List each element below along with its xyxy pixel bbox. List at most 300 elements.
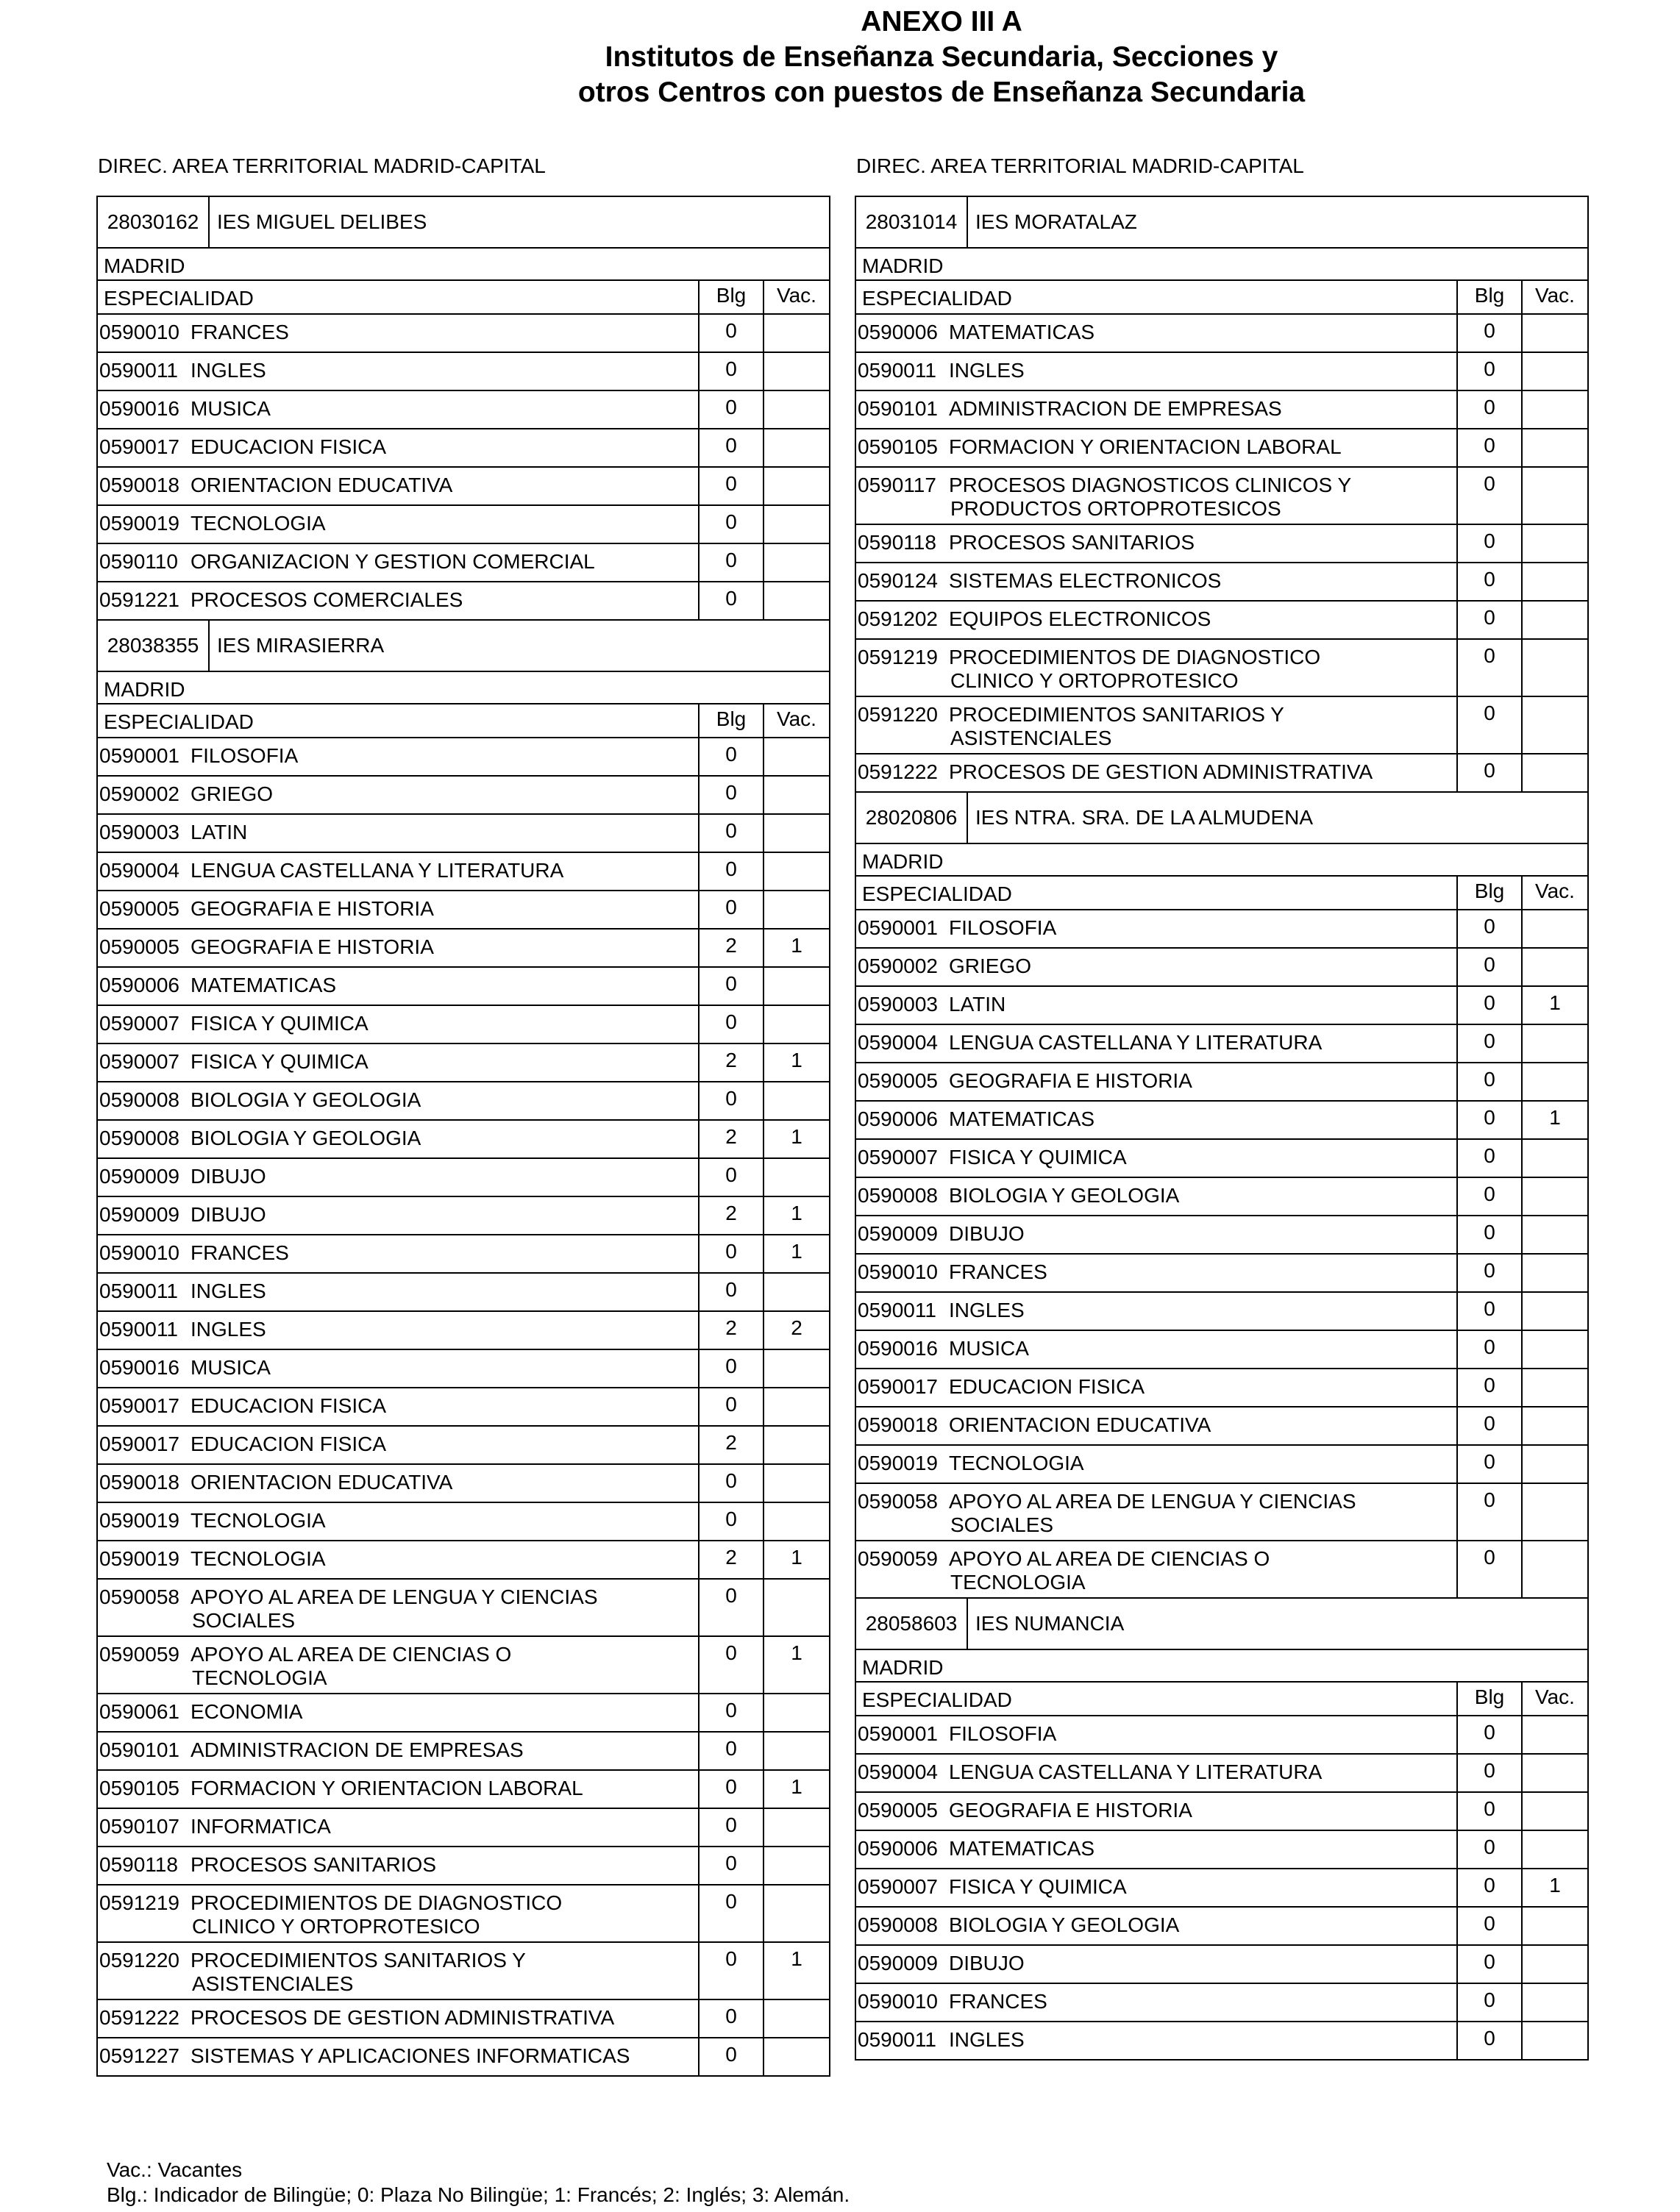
especialidad-code: 0590110 (99, 550, 178, 573)
table-row (856, 1446, 1587, 1484)
table-row (98, 930, 829, 968)
especialidad-name: GEOGRAFIA E HISTORIA (949, 1069, 1192, 1092)
especialidad-code: 0591220 (99, 1949, 180, 1972)
vac-cell (1523, 1908, 1587, 1944)
blg-cell: 2 (700, 1121, 764, 1157)
column-header-blg: Blg (700, 704, 764, 737)
especialidad-name: FRANCES (949, 1260, 1047, 1283)
vac-cell: 1 (791, 1947, 802, 1970)
blg-cell: 0 (1458, 353, 1523, 390)
especialidad-name: FRANCES (191, 321, 289, 343)
center-header (856, 197, 1587, 249)
especialidad-code: 0590059 (99, 1643, 180, 1666)
vac-cell: 1 (791, 1240, 802, 1263)
table-row (98, 738, 829, 777)
especialidad-name: APOYO AL AREA DE LENGUA Y CIENCIAS (191, 1585, 598, 1608)
table-row (98, 1235, 829, 1274)
especialidad-cell (856, 1446, 1458, 1483)
especialidad-cell (98, 1082, 700, 1119)
especialidad-name-continued: PRODUCTOS ORTOPROTESICOS (950, 497, 1281, 520)
especialidad-code: 0590003 (99, 821, 180, 843)
especialidad-cell (98, 891, 700, 928)
vac-cell (1523, 1541, 1587, 1597)
blg-cell: 0 (1458, 525, 1523, 562)
especialidad-code: 0590017 (99, 435, 180, 458)
especialidad-name: FISICA Y QUIMICA (191, 1012, 369, 1035)
center-header (856, 1599, 1587, 1650)
especialidad-code: 0590005 (99, 935, 180, 958)
especialidad-name: ORIENTACION EDUCATIVA (949, 1413, 1211, 1436)
especialidad-code: 0591220 (858, 703, 939, 726)
center-name: IES NUMANCIA (975, 1612, 1125, 1635)
vac-cell (1523, 1755, 1587, 1791)
especialidad-cell (856, 1755, 1458, 1791)
table-row (856, 1793, 1587, 1831)
blg-cell: 0 (700, 1847, 764, 1884)
especialidad-name: TECNOLOGIA (191, 1509, 326, 1532)
column-header-especialidad: ESPECIALIDAD (856, 877, 1458, 909)
blg-cell: 0 (700, 1637, 764, 1693)
blg-cell: 0 (700, 738, 764, 775)
blg-cell: 0 (1458, 949, 1523, 985)
especialidad-name-continued: CLINICO Y ORTOPROTESICO (192, 1915, 480, 1938)
table-row (98, 2038, 829, 2077)
vac-cell (764, 777, 829, 813)
vac-cell: 1 (1549, 991, 1561, 1014)
especialidad-name: PROCESOS SANITARIOS (949, 531, 1195, 554)
blg-cell: 0 (700, 2038, 764, 2075)
center-locality: MADRID (98, 249, 829, 281)
especialidad-cell (98, 544, 700, 581)
vac-cell: 1 (791, 1546, 802, 1569)
vac-cell: 1 (791, 1775, 802, 1798)
blg-cell: 0 (700, 1235, 764, 1272)
especialidad-cell (98, 1121, 700, 1157)
blg-cell: 0 (1458, 1793, 1523, 1830)
table-row (856, 1063, 1587, 1102)
table-row (98, 1082, 829, 1121)
blg-cell: 0 (1458, 1541, 1523, 1597)
especialidad-name: GEOGRAFIA E HISTORIA (949, 1799, 1192, 1822)
vac-cell: 1 (791, 934, 802, 957)
especialidad-name: PROCESOS DE GESTION ADMINISTRATIVA (191, 2006, 615, 2029)
especialidad-code: 0590001 (858, 916, 939, 939)
especialidad-cell (98, 1006, 700, 1043)
vac-cell: 2 (791, 1316, 802, 1339)
table-row (98, 1350, 829, 1388)
especialidad-code: 0590003 (858, 993, 939, 1016)
especialidad-cell (856, 910, 1458, 947)
table-row (856, 1140, 1587, 1178)
especialidad-code: 0590061 (99, 1700, 180, 1723)
especialidad-cell (98, 1197, 700, 1234)
blg-cell: 0 (1458, 1946, 1523, 1983)
especialidad-name: DIBUJO (191, 1165, 266, 1188)
table-row (856, 1716, 1587, 1755)
especialidad-code: 0590010 (99, 321, 180, 343)
blg-cell: 0 (1458, 754, 1523, 791)
especialidad-name: INGLES (191, 359, 266, 382)
especialidad-name: FORMACION Y ORIENTACION LABORAL (191, 1777, 583, 1799)
blg-cell: 2 (700, 1427, 764, 1463)
center-header (856, 793, 1587, 844)
vac-cell (764, 968, 829, 1005)
blg-cell: 0 (700, 1503, 764, 1540)
vac-cell (764, 1427, 829, 1463)
table-row (856, 1102, 1587, 1140)
especialidad-name: MUSICA (949, 1337, 1029, 1360)
especialidad-name: FISICA Y QUIMICA (949, 1875, 1127, 1898)
especialidad-code: 0590011 (99, 359, 178, 382)
especialidad-name: MATEMATICAS (949, 321, 1095, 343)
vac-cell (1523, 910, 1587, 947)
especialidad-name: ORIENTACION EDUCATIVA (191, 474, 453, 496)
blg-cell: 2 (700, 1197, 764, 1234)
column-header-blg: Blg (1458, 281, 1523, 313)
blg-cell: 0 (700, 1388, 764, 1425)
especialidad-cell (856, 1484, 1458, 1540)
blg-cell: 0 (1458, 2022, 1523, 2059)
vac-cell (764, 506, 829, 543)
table-row (856, 353, 1587, 391)
especialidad-name: ADMINISTRACION DE EMPRESAS (949, 397, 1282, 420)
table-row (856, 640, 1587, 697)
vac-cell (1523, 1140, 1587, 1177)
especialidad-name: BIOLOGIA Y GEOLOGIA (191, 1127, 421, 1149)
right-column (855, 196, 1589, 2061)
table-row (98, 429, 829, 468)
especialidad-cell (856, 602, 1458, 638)
table-row (856, 2022, 1587, 2061)
center-code: 28020806 (856, 793, 968, 843)
blg-cell: 0 (700, 1809, 764, 1846)
blg-cell: 0 (700, 777, 764, 813)
especialidad-name: INGLES (191, 1280, 266, 1302)
table-row (98, 582, 829, 621)
especialidad-name: APOYO AL AREA DE CIENCIAS O (191, 1643, 512, 1666)
table-row (98, 891, 829, 930)
centers-table (855, 196, 1589, 2061)
especialidad-code: 0590105 (858, 435, 939, 458)
especialidad-cell (98, 1312, 700, 1349)
especialidad-name: EDUCACION FISICA (949, 1375, 1145, 1398)
especialidad-name: TECNOLOGIA (191, 512, 326, 535)
especialidad-code: 0591202 (858, 607, 939, 630)
especialidad-code: 0590009 (858, 1952, 939, 1974)
table-row (98, 544, 829, 582)
blg-cell: 0 (700, 1943, 764, 1999)
especialidad-cell (856, 1025, 1458, 1062)
especialidad-code: 0590107 (99, 1815, 180, 1838)
especialidad-name: MUSICA (191, 397, 271, 420)
column-header-especialidad: ESPECIALIDAD (856, 281, 1458, 313)
especialidad-name: EDUCACION FISICA (191, 1433, 387, 1455)
especialidad-cell (856, 1408, 1458, 1444)
especialidad-code: 0591222 (858, 760, 939, 783)
especialidad-name-continued: ASISTENCIALES (950, 727, 1112, 749)
especialidad-code: 0590018 (99, 1471, 180, 1494)
vac-cell (764, 429, 829, 466)
especialidad-name: TECNOLOGIA (191, 1547, 326, 1570)
especialidad-cell (98, 1809, 700, 1846)
annex-title: ANEXO III A (861, 6, 1022, 38)
center-code: 28058603 (856, 1599, 968, 1649)
blg-cell: 2 (700, 1541, 764, 1578)
especialidad-code: 0590005 (99, 897, 180, 920)
especialidad-name: BIOLOGIA Y GEOLOGIA (949, 1913, 1180, 1936)
column-header-row (98, 281, 829, 315)
especialidad-code: 0590059 (858, 1547, 939, 1570)
especialidad-name: ORGANIZACION Y GESTION COMERCIAL (191, 550, 595, 573)
especialidad-code: 0590011 (858, 359, 936, 382)
blg-cell: 0 (700, 1082, 764, 1119)
especialidad-code: 0590018 (858, 1413, 939, 1436)
vac-cell (1523, 1369, 1587, 1406)
especialidad-name: FILOSOFIA (949, 1722, 1057, 1745)
especialidad-name: INGLES (191, 1318, 266, 1341)
especialidad-cell (98, 1580, 700, 1635)
especialidad-name: DIBUJO (949, 1952, 1025, 1974)
vac-cell (1523, 2022, 1587, 2059)
especialidad-cell (856, 1102, 1458, 1138)
blg-cell: 0 (700, 1771, 764, 1808)
table-row (98, 1121, 829, 1159)
especialidad-code: 0590006 (858, 1107, 939, 1130)
blg-cell: 0 (1458, 391, 1523, 428)
especialidad-name: INGLES (949, 1299, 1025, 1321)
especialidad-name: TECNOLOGIA (949, 1452, 1084, 1474)
table-row (856, 754, 1587, 793)
especialidad-name: PROCESOS DE GESTION ADMINISTRATIVA (949, 760, 1373, 783)
footer-legend (107, 2158, 850, 2208)
vac-cell (764, 853, 829, 890)
especialidad-cell (856, 1946, 1458, 1983)
table-row (98, 1694, 829, 1733)
especialidad-cell (98, 1847, 700, 1884)
especialidad-cell (856, 949, 1458, 985)
vac-cell (764, 1580, 829, 1635)
table-row (98, 815, 829, 853)
table-row (98, 1197, 829, 1235)
blg-cell: 0 (700, 968, 764, 1005)
table-row (98, 1503, 829, 1541)
especialidad-code: 0590017 (99, 1394, 180, 1417)
especialidad-code: 0590017 (858, 1375, 939, 1398)
especialidad-cell (98, 468, 700, 504)
especialidad-name-continued: SOCIALES (950, 1513, 1054, 1536)
table-row (98, 1427, 829, 1465)
blg-cell: 0 (1458, 1178, 1523, 1215)
document-header (0, 4, 1680, 110)
especialidad-cell (856, 1716, 1458, 1753)
vac-cell (1523, 1946, 1587, 1983)
table-row (856, 1178, 1587, 1216)
especialidad-name: INGLES (949, 2028, 1025, 2051)
center-name: IES MIGUEL DELIBES (217, 210, 427, 233)
especialidad-code: 0591219 (99, 1891, 180, 1914)
vac-cell (764, 315, 829, 352)
vac-cell (1523, 1446, 1587, 1483)
table-row (98, 1809, 829, 1847)
blg-cell: 0 (700, 582, 764, 619)
especialidad-cell (856, 987, 1458, 1024)
especialidad-cell (856, 525, 1458, 562)
especialidad-name-continued: ASISTENCIALES (192, 1972, 354, 1995)
vac-cell (1523, 563, 1587, 600)
especialidad-code: 0591221 (99, 588, 180, 611)
especialidad-name: BIOLOGIA Y GEOLOGIA (949, 1184, 1180, 1207)
blg-cell: 0 (1458, 1484, 1523, 1540)
center-code: 28038355 (98, 621, 210, 671)
especialidad-code: 0590007 (858, 1875, 939, 1898)
blg-cell: 0 (1458, 1869, 1523, 1906)
especialidad-code: 0590105 (99, 1777, 180, 1799)
table-row (856, 1331, 1587, 1369)
vac-cell (764, 1885, 829, 1941)
vac-cell (1523, 754, 1587, 791)
especialidad-code: 0590010 (99, 1241, 180, 1264)
vac-cell (1523, 391, 1587, 428)
table-row (856, 1025, 1587, 1063)
column-header-vac: Vac. (1535, 1685, 1575, 1708)
table-row (98, 1733, 829, 1771)
column-header-row (856, 877, 1587, 910)
vac-cell (764, 1082, 829, 1119)
blg-cell: 0 (1458, 1331, 1523, 1368)
blg-cell: 0 (1458, 1255, 1523, 1291)
blg-cell: 0 (1458, 1025, 1523, 1062)
blg-cell: 2 (700, 1312, 764, 1349)
especialidad-code: 0590019 (99, 512, 180, 535)
center-locality: MADRID (98, 672, 829, 704)
blg-cell: 2 (700, 930, 764, 966)
especialidad-name: FISICA Y QUIMICA (191, 1050, 369, 1073)
especialidad-cell (856, 1869, 1458, 1906)
especialidad-cell (856, 315, 1458, 352)
blg-cell: 0 (700, 1350, 764, 1387)
especialidad-cell (856, 353, 1458, 390)
especialidad-name: LENGUA CASTELLANA Y LITERATURA (949, 1031, 1323, 1054)
especialidad-code: 0590008 (99, 1088, 180, 1111)
blg-cell: 0 (700, 1274, 764, 1310)
table-row (856, 1946, 1587, 1984)
especialidad-name: GRIEGO (949, 955, 1032, 977)
left-column (96, 196, 830, 2077)
vac-cell (1523, 1793, 1587, 1830)
blg-cell: 0 (700, 353, 764, 390)
especialidad-code: 0590010 (858, 1260, 939, 1283)
blg-cell: 0 (700, 1465, 764, 1502)
especialidad-cell (856, 1369, 1458, 1406)
column-header-especialidad: ESPECIALIDAD (98, 704, 700, 737)
table-row (856, 1984, 1587, 2022)
vac-cell (764, 1274, 829, 1310)
table-row (98, 468, 829, 506)
especialidad-cell (856, 1984, 1458, 2021)
especialidad-code: 0590017 (99, 1433, 180, 1455)
especialidad-name: GEOGRAFIA E HISTORIA (191, 897, 434, 920)
table-row (856, 563, 1587, 602)
especialidad-name: FILOSOFIA (191, 744, 299, 767)
table-row (856, 1293, 1587, 1331)
table-row (856, 949, 1587, 987)
vac-cell (764, 1694, 829, 1731)
vac-cell (1523, 697, 1587, 753)
especialidad-cell (856, 1831, 1458, 1868)
especialidad-cell (856, 2022, 1458, 2059)
vac-cell (1523, 525, 1587, 562)
especialidad-code: 0590005 (858, 1069, 939, 1092)
vac-cell (764, 1503, 829, 1540)
column-header-vac: Vac. (1535, 880, 1575, 902)
vac-cell (1523, 602, 1587, 638)
blg-cell: 0 (700, 1006, 764, 1043)
vac-cell (1523, 1025, 1587, 1062)
especialidad-code: 0590011 (858, 2028, 936, 2051)
blg-cell: 0 (1458, 1063, 1523, 1100)
blg-cell: 0 (700, 1580, 764, 1635)
especialidad-name: APOYO AL AREA DE CIENCIAS O (949, 1547, 1270, 1570)
especialidad-name: ECONOMIA (191, 1700, 303, 1723)
especialidad-cell (98, 1044, 700, 1081)
vac-cell (764, 2038, 829, 2075)
especialidad-code: 0590118 (99, 1853, 178, 1876)
especialidad-cell (98, 1694, 700, 1731)
especialidad-code: 0590001 (99, 744, 180, 767)
table-row (98, 1541, 829, 1580)
especialidad-code: 0590101 (99, 1738, 180, 1761)
especialidad-cell (98, 1943, 700, 1999)
especialidad-name: PROCEDIMIENTOS SANITARIOS Y (949, 703, 1284, 726)
especialidad-cell (98, 1235, 700, 1272)
column-header-especialidad: ESPECIALIDAD (98, 281, 700, 313)
table-row (856, 697, 1587, 754)
especialidad-code: 0590011 (858, 1299, 936, 1321)
table-row (856, 468, 1587, 525)
blg-cell: 0 (700, 544, 764, 581)
especialidad-cell (856, 1793, 1458, 1830)
blg-cell: 0 (700, 1733, 764, 1769)
especialidad-code: 0590006 (99, 974, 180, 996)
center-locality: MADRID (856, 1650, 1587, 1683)
blg-cell: 0 (1458, 1984, 1523, 2021)
right-direction-label: DIREC. AREA TERRITORIAL MADRID-CAPITAL (856, 154, 1304, 177)
table-row (856, 1541, 1587, 1599)
especialidad-name: FORMACION Y ORIENTACION LABORAL (949, 435, 1342, 458)
especialidad-cell (856, 1255, 1458, 1291)
especialidad-code: 0590009 (858, 1222, 939, 1245)
table-row (856, 1369, 1587, 1408)
especialidad-cell (98, 1427, 700, 1463)
blg-cell: 0 (1458, 1716, 1523, 1753)
table-row (856, 602, 1587, 640)
blg-cell: 0 (700, 391, 764, 428)
especialidad-name: PROCEDIMIENTOS DE DIAGNOSTICO (949, 646, 1321, 668)
especialidad-code: 0590006 (858, 321, 939, 343)
especialidad-cell (98, 853, 700, 890)
especialidad-code: 0590016 (99, 1356, 180, 1379)
especialidad-code: 0590117 (858, 474, 936, 496)
vac-cell (1523, 1255, 1587, 1291)
table-row (98, 1943, 829, 2000)
table-row (98, 968, 829, 1006)
vac-cell (764, 468, 829, 504)
vac-cell (764, 1006, 829, 1043)
center-header (98, 197, 829, 249)
especialidad-name: DIBUJO (191, 1203, 266, 1226)
especialidad-code: 0590118 (858, 531, 936, 554)
especialidad-code: 0590004 (99, 859, 180, 882)
